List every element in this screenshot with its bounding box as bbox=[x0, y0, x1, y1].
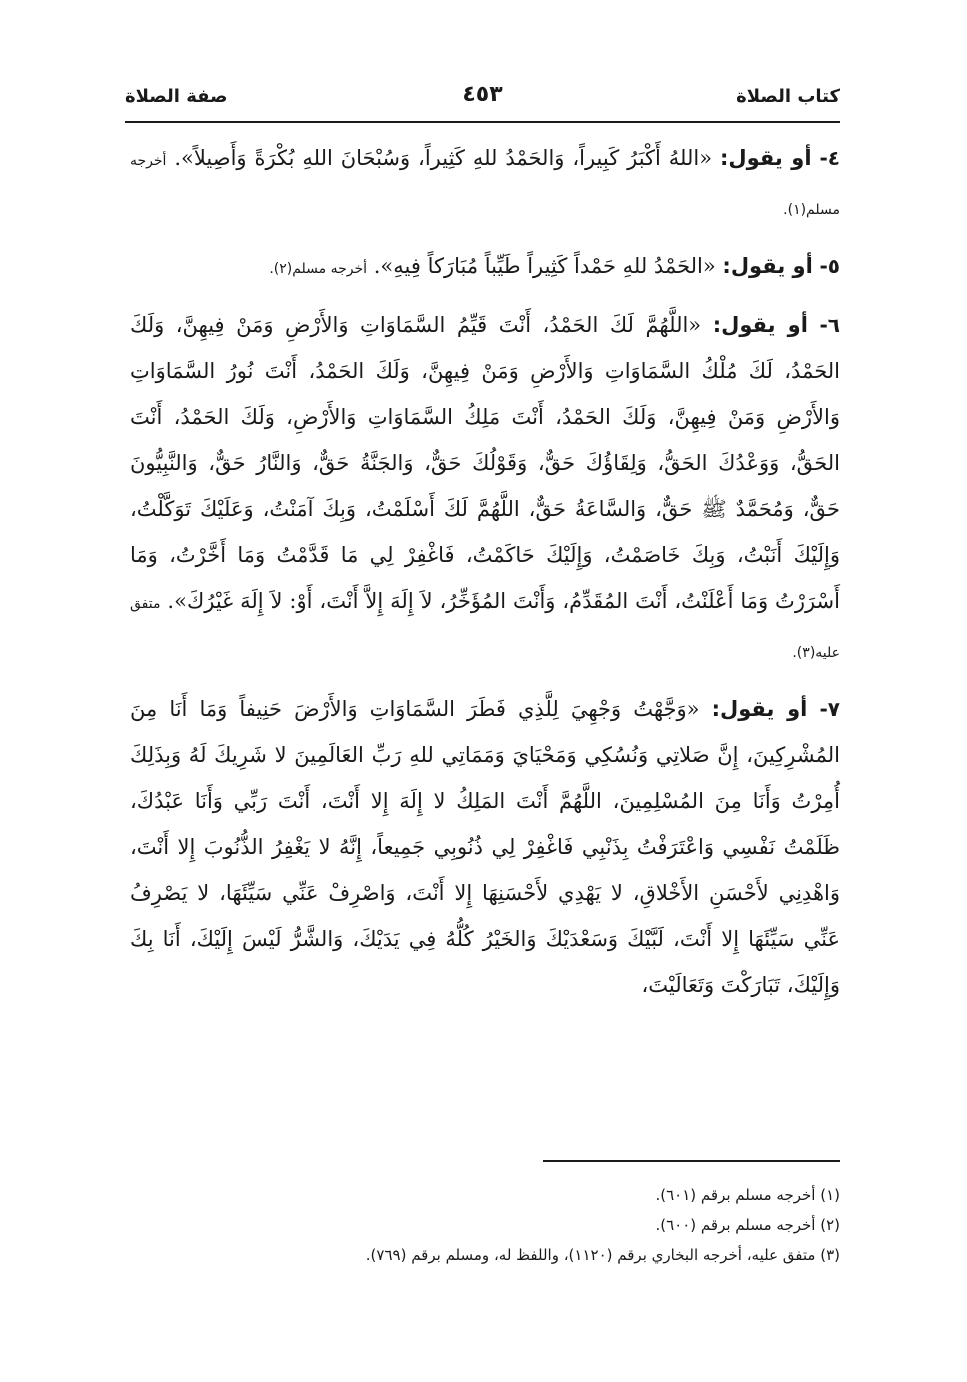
main-text bbox=[130, 135, 840, 1018]
item-lead: أو يقول: bbox=[719, 146, 812, 170]
item-number: ٦- bbox=[819, 313, 840, 337]
supplication-item-5 bbox=[130, 243, 840, 292]
supplication-item-4 bbox=[130, 135, 840, 233]
item-lead: أو يقول: bbox=[712, 313, 808, 337]
item-number: ٧- bbox=[819, 697, 840, 721]
item-source: أخرجه مسلم(٢). bbox=[269, 261, 368, 277]
page-number: ٤٥٣ bbox=[462, 82, 503, 107]
item-quote: «اللهُ أَكْبَرُ كَبِيراً، وَالحَمْدُ للهِ كَثِيراً، وَسُبْحَانَ اللهِ بُكْرَةً وَأَصِيلاً». bbox=[174, 146, 713, 170]
item-source: أخرجه مسلم(١). bbox=[130, 153, 840, 218]
book-title: كتاب الصلاة bbox=[736, 86, 840, 107]
item-number: ٥- bbox=[819, 254, 840, 278]
item-number: ٤- bbox=[819, 146, 840, 170]
header-divider bbox=[125, 121, 840, 123]
footnote-1: (١) أخرجه مسلم برقم (٦٠١). bbox=[655, 1186, 840, 1204]
chapter-title: صفة الصلاة bbox=[125, 86, 228, 107]
supplication-item-7 bbox=[130, 686, 840, 1008]
footnotes bbox=[130, 1180, 840, 1270]
item-quote: «اللَّهُمَّ لَكَ الحَمْدُ، أَنْتَ قَيِّمُ السَّمَاوَاتِ وَالأَرْضِ وَمَنْ فِيهِنَّ، وَلَكَ الحَمْدُ، لَكَ مُلْكُ السَّمَاوَاتِ وَالأَرْضِ وَمَنْ فِيهِنَّ، وَلَكَ الحَمْدُ، أَنْتَ نُورُ السَّمَاوَاتِ وَالأَرْضِ وَمَنْ فِيهِنَّ، وَلَكَ الحَمْدُ، أَنْتَ مَلِكُ السَّمَاوَاتِ وَالأَرْضِ، وَلَكَ الحَمْدُ، أَنْتَ الحَقُّ، وَوَعْدُكَ الحَقُّ، وَلِقَاؤُكَ حَقٌّ، وَقَوْلُكَ حَقٌّ، وَالجَنَّةُ حَقٌّ، وَالنَّارُ حَقٌّ، وَالنَّبِيُّونَ حَقٌّ، وَمُحَمَّدٌ ﷺ حَقٌّ، وَالسَّاعَةُ حَقٌّ، اللَّهُمَّ لَكَ أَسْلَمْتُ، وَبِكَ آمَنْتُ، وَعَلَيْكَ تَوَكَّلْتُ، وَإِلَيْكَ أَنَبْتُ، وَبِكَ خَاصَمْتُ، وَإِلَيْكَ حَاكَمْتُ، فَاغْفِرْ لِي مَا قَدَّمْتُ وَمَا أَخَّرْتُ، وَمَا أَسْرَرْتُ وَمَا أَعْلَنْتُ، أَنْتَ المُقَدِّمُ، وَأَنْتَ المُؤَخِّرُ، لاَ إِلَهَ إِلاَّ أَنْتَ، أَوْ: لاَ إِلَهَ غَيْرُكَ». bbox=[130, 313, 840, 613]
item-quote: «الحَمْدُ للهِ حَمْداً كَثِيراً طَيِّباً مُبَارَكاً فِيهِ». bbox=[373, 254, 716, 278]
running-header bbox=[125, 78, 840, 122]
footnote-divider bbox=[543, 1160, 840, 1162]
footnote-3: (٣) متفق عليه، أخرجه البخاري برقم (١١٢٠)، واللفظ له، ومسلم برقم (٧٦٩). bbox=[365, 1246, 840, 1264]
item-lead: أو يقول: bbox=[711, 697, 808, 721]
item-quote: «وَجَّهْتُ وَجْهِيَ لِلَّذِي فَطَرَ السَّمَاوَاتِ وَالأَرْضَ حَنِيفاً وَمَا أَنَا مِنَ المُشْرِكِينَ، إِنَّ صَلاتِي وَنُسُكِي وَمَحْيَايَ وَمَمَاتِي للهِ رَبِّ العَالَمِينَ لا شَرِيكَ لَهُ وَبِذَلِكَ أُمِرْتُ وَأَنَا مِنَ المُسْلِمِينَ، اللَّهُمَّ أَنْتَ المَلِكُ لا إِلَهَ إِلا أَنْتَ، أَنْتَ رَبِّي وَأَنَا عَبْدُكَ، ظَلَمْتُ نَفْسِي وَاعْتَرَفْتُ بِذَنْبِي فَاغْفِرْ لِي ذُنُوبِي جَمِيعاً، إِنَّهُ لا يَغْفِرُ الذُّنُوبَ إِلا أَنْتَ، وَاهْدِنِي لأَحْسَنِ الأَخْلاقِ، لا يَهْدِي لأَحْسَنِهَا إِلا أَنْتَ، وَاصْرِفْ عَنِّي سَيِّئَهَا، لا يَصْرِفُ عَنِّي سَيِّئَهَا إِلا أَنْتَ، لَبَّيْكَ وَسَعْدَيْكَ وَالخَيْرُ كُلُّهُ فِي يَدَيْكَ، وَالشَّرُّ لَيْسَ إِلَيْكَ، أَنَا بِكَ وَإِلَيْكَ، تَبَارَكْتَ وَتَعَالَيْتَ، bbox=[130, 697, 840, 997]
item-lead: أو يقول: bbox=[722, 254, 813, 278]
supplication-item-6 bbox=[130, 302, 840, 676]
footnote-2: (٢) أخرجه مسلم برقم (٦٠٠). bbox=[655, 1216, 840, 1234]
item-source: متفق عليه(٣). bbox=[130, 596, 840, 661]
